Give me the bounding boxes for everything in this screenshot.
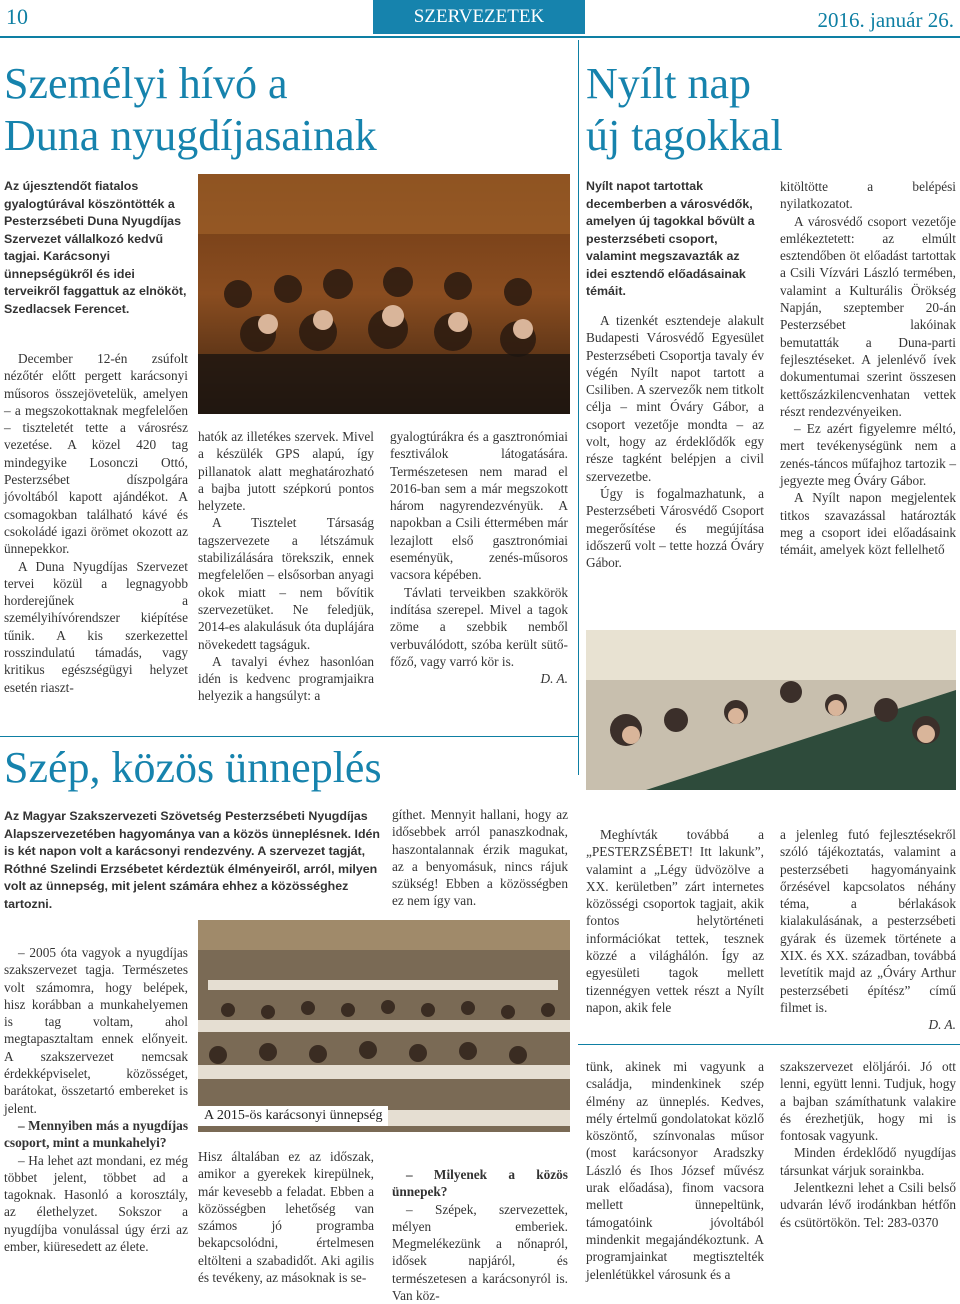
- article1-title-line1: Személyi hívó a: [4, 59, 288, 108]
- article1-col3: [390, 428, 568, 687]
- article3-col2-p1: Hisz általában ez az időszak, amikor a gyerekek kirepülnek, már kevesebb a feladat. Ebben a közösségben lehetőség van számos jó programba bekapcsolódni, értelmesen eltölteni a szabadidőt. Aki agilis és tevékeny, az másoknak is se-: [198, 1149, 374, 1286]
- article2-title: [586, 58, 956, 162]
- article2-col1: [586, 312, 764, 571]
- article1-col1-p2: A Duna Nyugdíjas Szervezet tervei közül a legnagyobb horderejűnek a személyihívórendszer kiépítése tűnik. A kis szerkezettel rosszindulatú támadás, vagy kritikus egészségügyi helyzet esetén riaszt-: [4, 558, 188, 695]
- column-divider: [578, 40, 579, 775]
- article1-col1: [4, 350, 188, 696]
- article2-col2-p2: A városvédő csoport vezetője emlékeztetett: az elmúlt esztendőben öt előadást tartottak a Csili Vízvári László termében, valamint a Kulturális Örökség Napján, szeptember 20-án Pesterzsébet lakóinak bemutatták a Duna-parti fejlesztéseket. A jelenlévő ívek dokumentumai szerint összesen kettőszázkilencvenhatan vettek részt rendezvényeiken.: [780, 213, 956, 419]
- article2-photo: [586, 630, 956, 790]
- issue-date: 2016. január 26.: [817, 8, 954, 32]
- article2-col2: [780, 178, 956, 559]
- article2-col2-p4: A Nyílt napon megjelentek titkos szavazással határozták meg a csoport idei előadásaink témáit, amelyek közt fellelhető: [780, 490, 956, 558]
- article3-col5-p3: Jelentkezni lehet a Csili belső udvarán lévő irodánkban hétfőn és csütörtökön. Tel: 283-0370: [780, 1180, 956, 1230]
- article3-col3-p1: gíthet. Mennyit hallani, hogy az idősebbek arról panaszkodnak, haszontalannak érzik magukat, az a benyomásuk, nincs rájuk szükség! Ebben a közösségben ez nem így van.: [392, 807, 568, 909]
- article3-col3-top: [392, 806, 568, 910]
- article3-col2: [198, 1148, 374, 1286]
- article1-col1-p1: December 12-én zsúfolt nézőtér előtt pergett karácsonyi műsoros összejövetelük, amelyen – a megszokottaknak megfelelően – tiszteletét tette a városrész vezetése. A közel 420 tag mindegyike Losonczi Ottó, Pesterzsébet díszpolgára jóvoltából kapott ajándékot. A csomagokban található kávé és csokoládé igazi örömet okozott az ünnepekkor.: [4, 351, 188, 557]
- article3-photo-caption: A 2015-ös karácsonyi ünnepség: [198, 1106, 388, 1126]
- article3-col3-question: – Milyenek a közös ünnepek?: [392, 1167, 568, 1200]
- article2-title-line2: új tagokkal: [586, 111, 783, 160]
- article1-title-line2: Duna nyugdíjasainak: [4, 111, 377, 160]
- article3-col1-question: – Mennyiben más a nyugdíjas csoport, mint a munkahelyi?: [4, 1117, 188, 1151]
- article1-col2-p2: A Tisztelet Társaság tagszervezete a létszámuk stabilizálására törekszik, ennek megfelelően – elsősorban anyagi okok miatt – nem bővítik szervezetüket. Ne feledjük, 2014-es alakulásuk óta duplájára növekedett tagságuk.: [198, 515, 374, 652]
- article1-photo: [198, 174, 570, 414]
- article-separator: [0, 736, 578, 737]
- article1-col3-p1: gyalogtúrákra és a gasztronómiai fesztiválok látogatására. Természetesen nem marad el 2016-ban sem a már megszokott három nagyrendezvényük. A napokban a Csili éttermében már lezajlott első gasztronómiai eseményük, zenés-műsoros vacsora képében.: [390, 429, 568, 583]
- article1-col2-p3: A tavalyi évhez hasonlóan idén is kedvenc programjaikra helyezik a hangsúlyt: a: [198, 653, 374, 704]
- article3-photo: [198, 920, 570, 1132]
- article3-col4: [586, 1058, 764, 1283]
- header-rule: [0, 36, 960, 38]
- article3-col1-p1: – 2005 óta vagyok a nyugdíjas szakszervezet tagja. Természetes volt számomra, hogy belépek, hisz korábban a munkahelyemen is tag voltam, ahol megtapasztaltam ennek előnyeit. A szakszervezet nemcsak érdekképviselet, közösséget, barátokat, összetartó embereket is jelent.: [4, 945, 188, 1116]
- article3-lead: Az Magyar Szakszervezeti Szövetség Pesterzsébeti Nyugdíjas Alapszervezetében hagyománya van a közös ünneplésnek. Idén is két napon volt a karácsonyi rendezvény. A szervezet tagját, Róthné Szelindi Erzsébetet kérdeztük élményeiről, arról, milyen volt az ünnepség, mit jelent számára ehhez a közösséghez tartozni.: [4, 809, 380, 911]
- article2-col4: [780, 826, 956, 1034]
- article2-col3-p1: Meghívták továbbá a „PESTERZSÉBET! Itt lakunk”, valamint a „Légy üdvözölve a XX. kerületben” zárt internetes közösségi csoportok tagjait, akik fontos helytörténeti információkat tettek, tesznek közzé a világhálón. Így az egyesületi tagok mellett tizennégyen vettek részt a Nyílt napon, akik fele: [586, 827, 764, 1015]
- article2-col1-p2: Úgy is fogalmazhatunk, a Pesterzsébeti Városvédő Csoport megerősítése és megújítása időszerű volt – tette hozzá Óváry Gábor.: [586, 485, 764, 571]
- section-label: SZERVEZETEK: [373, 0, 585, 34]
- article3-col1: [4, 944, 188, 1255]
- article1-col3-p2: Távlati terveikben szakkörök indítása szerepel. Mivel a tagok zöme a szebbik nemből verbuválódott, szóba került sütő-főző, vagy varró kör is.: [390, 584, 568, 669]
- article2-col1-p1: A tizenkét esztendeje alakult Budapesti Városvédő Egyesület Pesterzsébeti Csoportja tavaly év végén Nyílt napot tartott a Csiliben. A szervezők nem titkolt célja – mint Óváry Gábor, a csoport vezetője mondta – az volt, hogy az érdeklődők egy része tagként belépjen a civil szervezetbe.: [586, 313, 764, 484]
- article1-signature: D. A.: [540, 671, 568, 687]
- article2-col2-p3: – Ez azért figyelemre méltó, mert tevékenységünk nem a zenés-táncos műfajhoz tartozik – jegyezte meg Óváry Gábor.: [780, 421, 956, 489]
- page-number: 10: [6, 4, 28, 29]
- article2-col2-p1: kitöltötte a belépési nyilatkozatot.: [780, 179, 956, 212]
- article3-col4-p1: tünk, akinek mi vagyunk a családja, mindenkinek szép élmény az ünneplés. Kedves, mély értelmű gondolatokat közlő köszöntő, színvonalas műsor (most karácsonyor Aradszky László és Ihos József művész urak előadása), finom vacsora mellett ünnepeltünk, támogatóink jóvoltából mindenkit megajándékoztunk. A programjainkat megtisztelték jelenlétükkel városunk és a: [586, 1059, 764, 1282]
- article2-col3: [586, 826, 764, 1016]
- article3-col3-bottom: [392, 1166, 568, 1304]
- article1-lead: Az újesztendőt fiatalos gyalogtúrával köszöntötték a Pesterzsébeti Duna Nyugdíjas Szervezet vállalkozó kedvű tagjai. Karácsonyi ünnepségükről és idei terveikről faggattuk az elnököt, Szedlacsek Ferencet.: [4, 179, 187, 316]
- article2-title-line1: Nyílt nap: [586, 59, 751, 108]
- article2-col4-p1: a jelenleg futó fejlesztésekről szóló tájékoztatás, valamint a pesterzsébeti hagyományaink őrzésével kapcsolatos néhány téma, a bérlakások kialakulásának, a pesterzsébeti gyárak és üzemek története a XIX. és XX. században, továbbá levetítik majd az „Óváry Arthur pesterzsébeti építész” című filmet is.: [780, 827, 956, 1015]
- article3-col5-p2: Minden érdeklődő nyugdíjas társunkat várjuk sorainkba.: [780, 1145, 956, 1178]
- article1-col2-p1: hatók az illetékes szervek. Mivel a készülék GPS alapú, így pillanatok alatt meghatározható a bajba jutott szépkorú pontos helyzete.: [198, 429, 374, 514]
- article3-col5: [780, 1058, 956, 1231]
- article3-col5-p1: szakszervezet elöljárói. Jó ott lenni, együtt lenni. Tudjuk, hogy a bajban számíthatunk valakire és érezhetjük, hogy mi is fontosak vagyunk.: [780, 1059, 956, 1144]
- article2-lead: Nyílt napot tartottak decemberben a városvédők, amelyen új tagokkal bővült a pesterzsébeti csoport, valamint megszavazták az idei esztendő előadásainak témáit.: [586, 179, 755, 298]
- article3-col1-p2: – Ha lehet azt mondani, ez még többet jelent, többet ad a tagoknak. Hasonló a korosztály, az élethelyzet. Sokszor a nyugdíjba vonulással úgy érzi az ember, kiüresedett az élete.: [4, 1152, 188, 1255]
- article2-signature: D. A.: [928, 1017, 956, 1033]
- article1-title: [4, 58, 574, 162]
- article2-end-rule: [578, 1044, 960, 1045]
- article3-title: Szép, közös ünneplés: [4, 743, 382, 792]
- article1-col2: [198, 428, 374, 705]
- article3-col3-p2: – Szépek, szervezettek, mélyen emberiek. Megmelékezünk a nőnapról, idősek napjáról, és természetesen a karácsonyról is. Van köz-: [392, 1201, 568, 1304]
